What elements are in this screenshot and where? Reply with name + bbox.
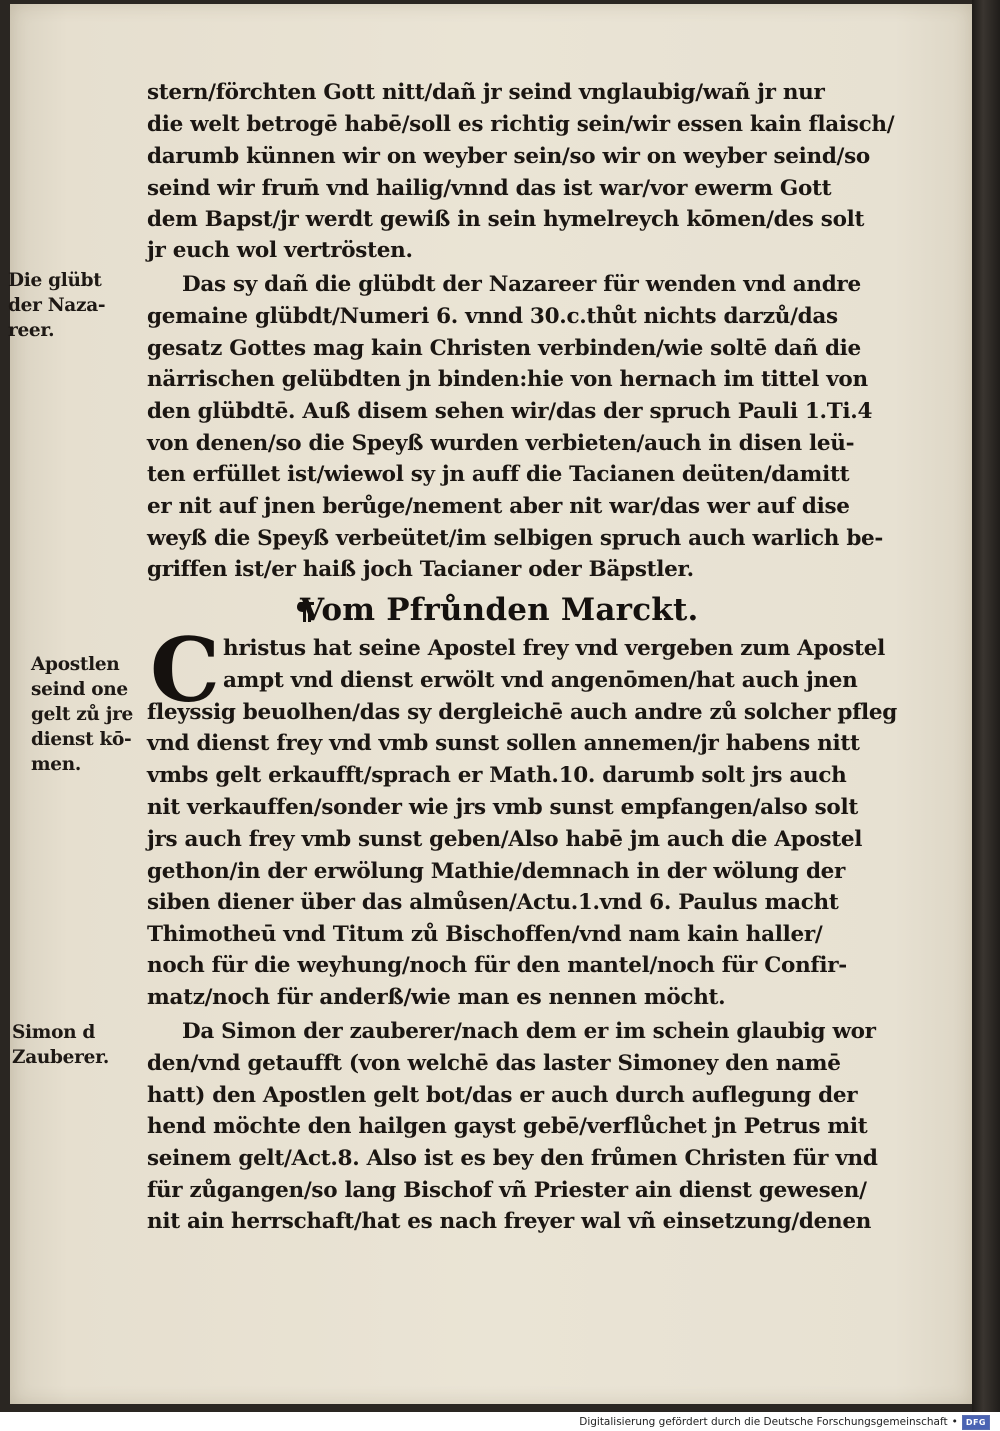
- text-line: er nit auf jnen berůge/nement aber nit war/das wer auf dise: [147, 494, 850, 519]
- text-line: fleyssig beuolhen/das sy dergleichē auch andre zů solcher pfleg: [147, 700, 898, 725]
- drop-cap: C: [150, 618, 221, 722]
- paper-sheet: [10, 4, 972, 1404]
- margin-note-line: der Naza-: [8, 295, 106, 316]
- text-line: Das sy dañ die glübdt der Nazareer für wenden vnd andre: [182, 272, 861, 297]
- text-line: vmbs gelt erkaufft/sprach er Math.10. darumb solt jrs auch: [147, 763, 847, 788]
- text-line: Thimotheū vnd Titum zů Bischoffen/vnd nam kain haller/: [147, 922, 823, 947]
- text-line: darumb künnen wir on weyber sein/so wir on weyber seind/so: [147, 144, 870, 169]
- margin-note-line: Simon d: [12, 1022, 96, 1043]
- text-line: gethon/in der erwölung Mathie/demnach in der wölung der: [147, 859, 846, 884]
- dfg-logo-icon[interactable]: DFG: [962, 1415, 990, 1430]
- text-line: vnd dienst frey vnd vmb sunst sollen annemen/jr habens nitt: [147, 731, 860, 756]
- margin-note-line: Apostlen: [31, 654, 120, 675]
- footer-credit-text: Digitalisierung gefördert durch die Deutsche Forschungsgemeinschaft: [579, 1416, 948, 1428]
- text-line: für zůgangen/so lang Bischof vñ Priester ain dienst gewesen/: [147, 1178, 867, 1203]
- text-line: siben diener über das almůsen/Actu.1.vnd 6. Paulus macht: [147, 890, 839, 915]
- text-line: nit ain herrschaft/hat es nach freyer wal vñ einsetzung/denen: [147, 1209, 872, 1234]
- text-line: den/vnd getaufft (von welchē das laster Simoney den namē: [147, 1051, 841, 1076]
- margin-note-line: reer.: [8, 320, 55, 341]
- text-line: den glübdtē. Auß disem sehen wir/das der spruch Pauli 1.Ti.4: [147, 399, 873, 424]
- text-line: närrischen gelübdten jn binden:hie von hernach im tittel von: [147, 367, 868, 392]
- text-line: noch für die weyhung/noch für den mantel/noch für Confir-: [147, 953, 847, 978]
- footer-separator: •: [951, 1416, 958, 1428]
- section-heading: Vom Pfrůnden Marckt.: [300, 592, 699, 628]
- text-line: seind wir frum̄ vnd hailig/vnnd das ist war/vor ewerm Gott: [147, 176, 832, 201]
- text-line: seinem gelt/Act.8. Also ist es bey den frůmen Christen für vnd: [147, 1146, 878, 1171]
- margin-note-line: seind one: [31, 679, 128, 700]
- text-line: ten erfüllet ist/wiewol sy jn auff die Tacianen deüten/damitt: [147, 462, 850, 487]
- text-line: hatt) den Apostlen gelt bot/das er auch durch auflegung der: [147, 1083, 858, 1108]
- margin-note-line: men.: [31, 754, 82, 775]
- page-edge-shadow: [972, 0, 1000, 1412]
- text-line: hend möchte den hailgen gayst gebē/verflůchet jn Petrus mit: [147, 1114, 868, 1139]
- margin-note-line: Die glübt: [8, 270, 102, 291]
- margin-note-line: Zauberer.: [12, 1047, 109, 1068]
- text-line: hristus hat seine Apostel frey vnd vergeben zum Apostel: [223, 636, 885, 661]
- text-line: ampt vnd dienst erwölt vnd angenōmen/hat auch jnen: [223, 668, 858, 693]
- text-line: jr euch wol vertrösten.: [147, 238, 413, 263]
- text-line: gemaine glübdt/Numeri 6. vnnd 30.c.thůt nichts darzů/das: [147, 304, 838, 329]
- text-line: dem Bapst/jr werdt gewiß in sein hymelreych kōmen/des solt: [147, 207, 865, 232]
- text-line: Da Simon der zauberer/nach dem er im schein glaubig wor: [182, 1019, 876, 1044]
- text-line: die welt betrogē habē/soll es richtig sein/wir essen kain flaisch/: [147, 112, 895, 137]
- text-line: stern/förchten Gott nitt/dañ jr seind vnglaubig/wañ jr nur: [147, 80, 825, 105]
- text-line: nit verkauffen/sonder wie jrs vmb sunst empfangen/also solt: [147, 795, 858, 820]
- text-line: griffen ist/er haiß joch Tacianer oder Bäpstler.: [147, 557, 694, 582]
- text-line: von denen/so die Speyß wurden verbieten/auch in disen leü-: [147, 431, 855, 456]
- text-line: jrs auch frey vmb sunst geben/Also habē jm auch die Apostel: [147, 827, 863, 852]
- footer-credit: [579, 1413, 990, 1431]
- margin-note-line: dienst kō-: [31, 729, 132, 750]
- text-line: gesatz Gottes mag kain Christen verbinden/wie soltē dañ die: [147, 336, 861, 361]
- margin-note-line: gelt zů jre: [31, 704, 134, 725]
- text-line: weyß die Speyß verbeütet/im selbigen spruch auch warlich be-: [147, 526, 884, 551]
- text-line: matz/noch für anderß/wie man es nennen möcht.: [147, 985, 726, 1010]
